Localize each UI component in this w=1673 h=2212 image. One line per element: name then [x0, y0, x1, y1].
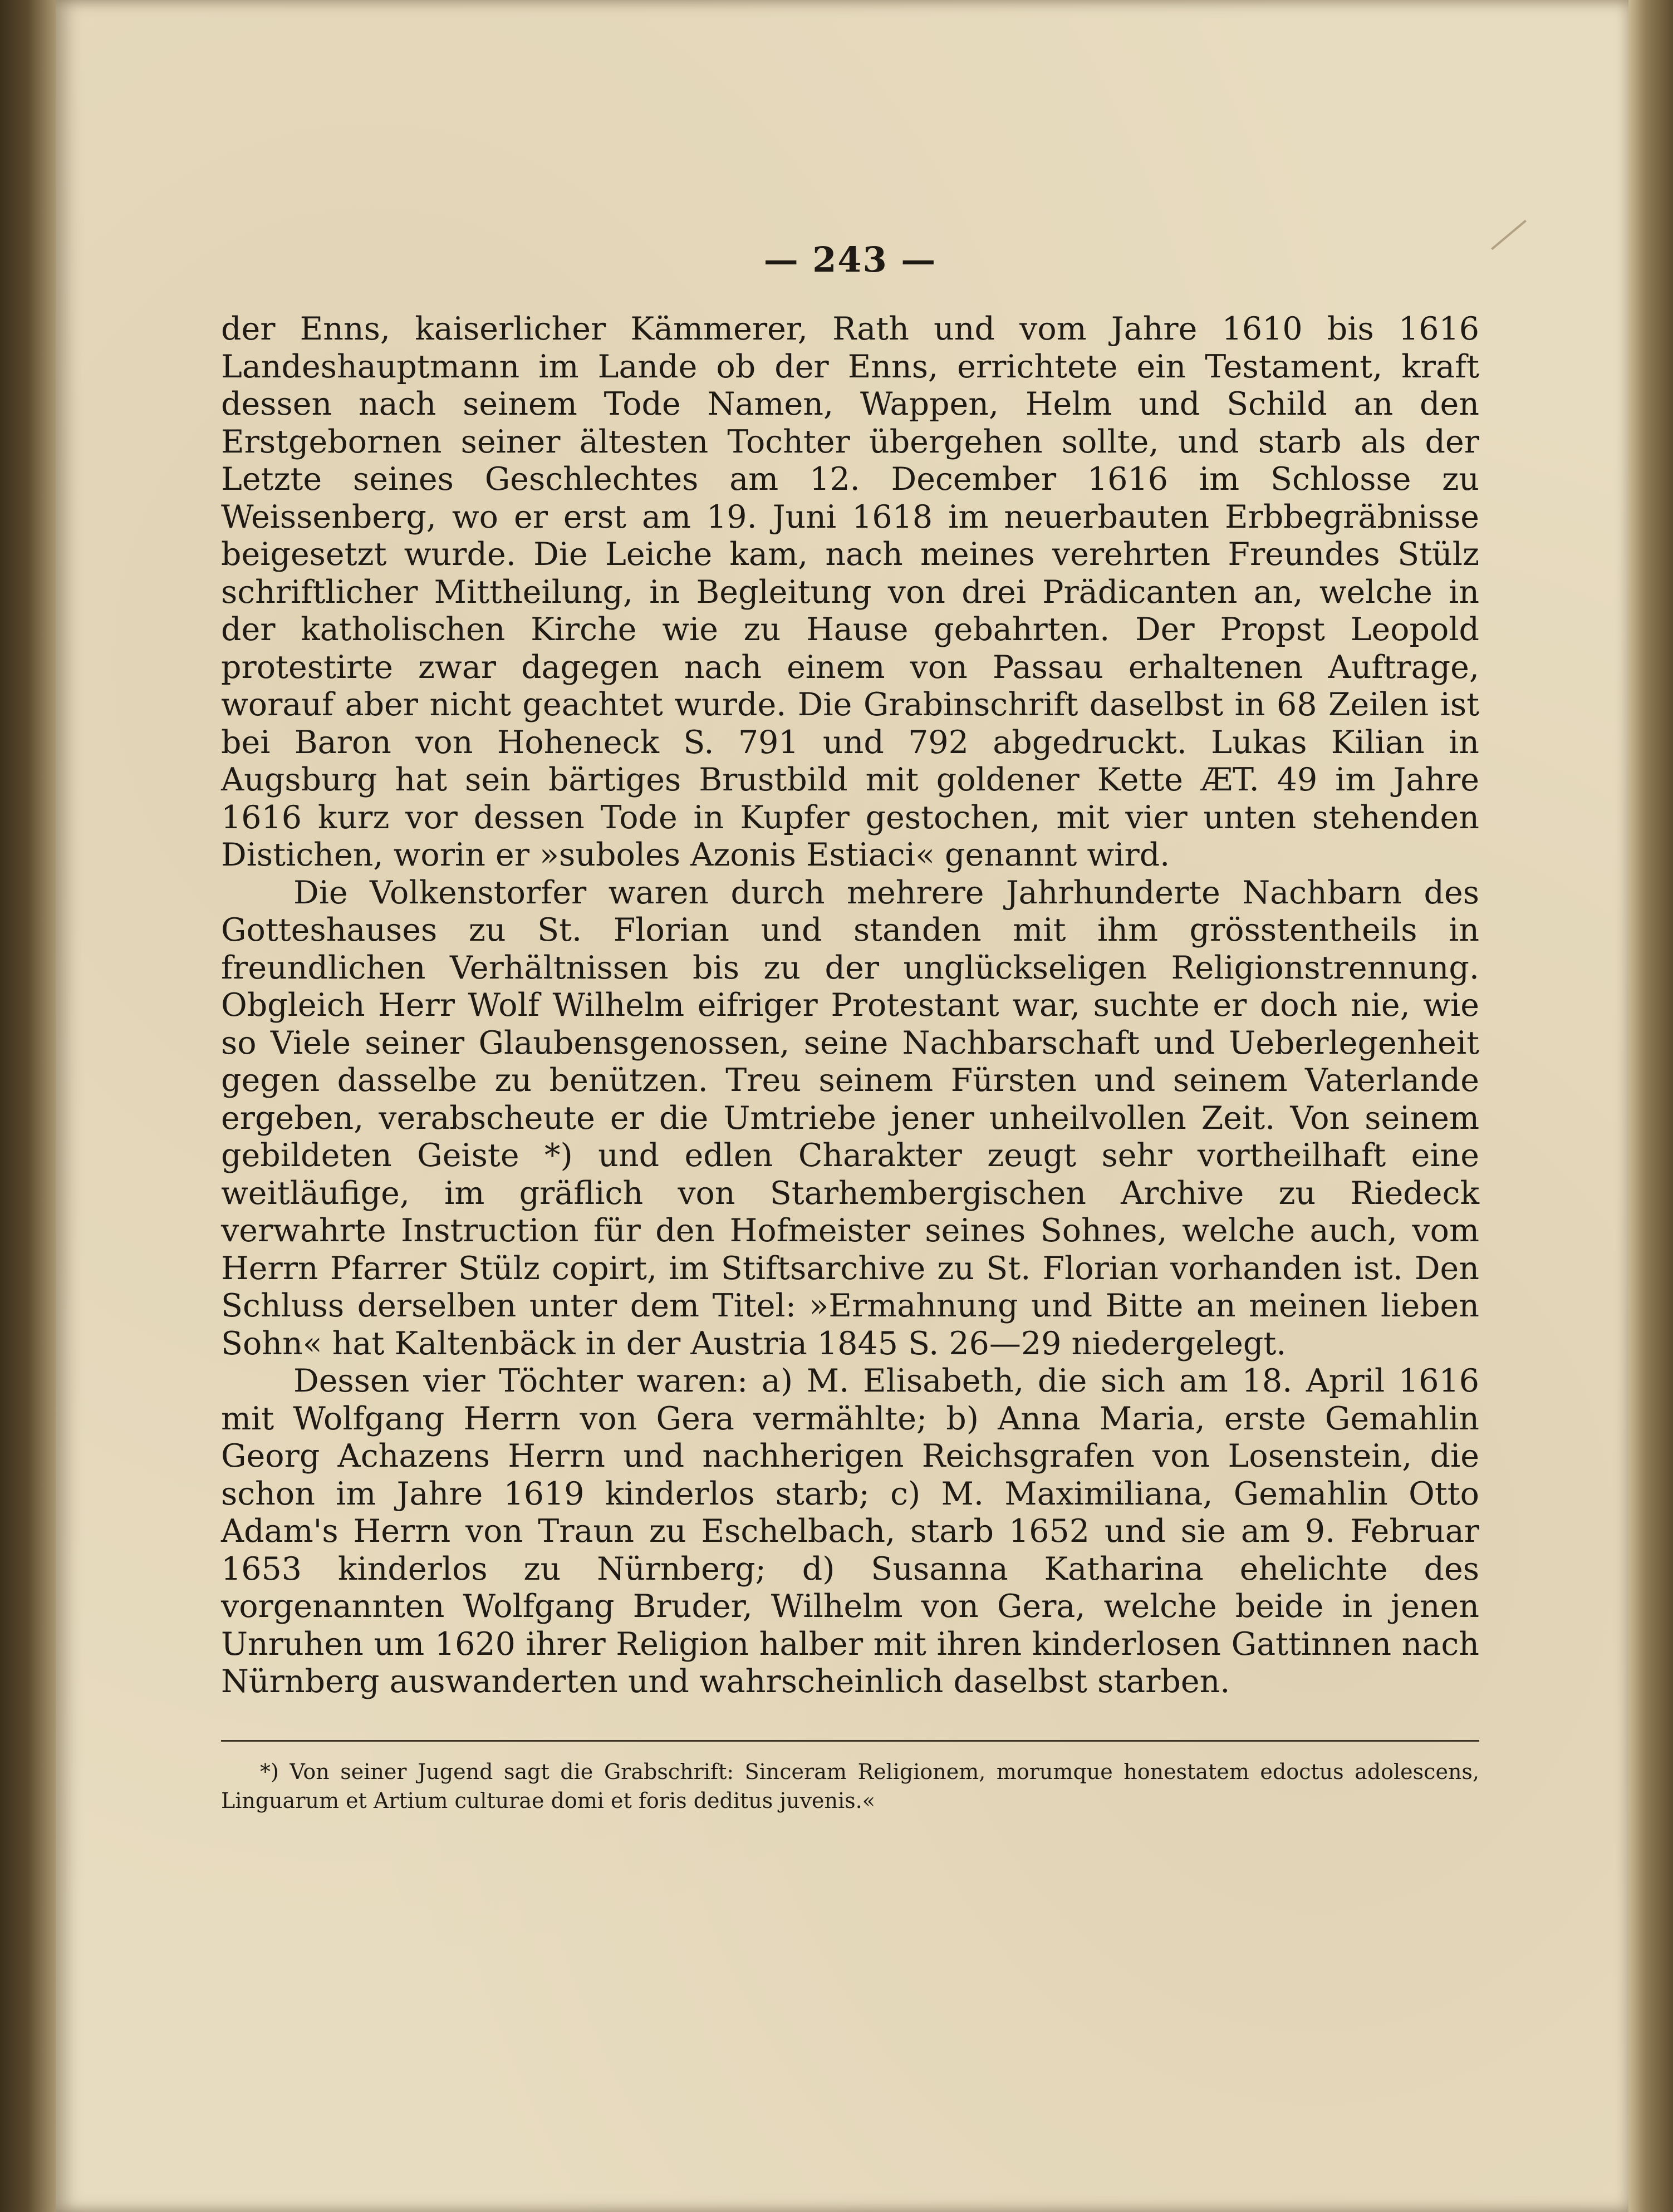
page-number: — 243 —: [763, 239, 937, 280]
text-block: [221, 239, 1479, 1815]
paragraph-3: Dessen vier Töchter waren: a) M. Elisabeth, die sich am 18. April 1616 mit Wolfgang Herrn von Gera vermählte; b) Anna Maria, erste Gemahlin Georg Achazens Herrn und nachherigen Reichsgrafen von Losenstein, die schon im Jahre 1619 kinderlos starb; c) M. Maximiliana, Gemahlin Otto Adam's Herrn von Traun zu Eschelbach, starb 1652 und sie am 9. Februar 1653 kinderlos zu Nürnberg; d) Susanna Katharina ehelichte des vorgenannten Wolfgang Bruder, Wilhelm von Gera, welche beide in jenen Unruhen um 1620 ihrer Religion halber mit ihren kinderlosen Gattinnen nach Nürnberg auswanderten und wahrscheinlich daselbst starben.: [221, 1363, 1479, 1700]
footnote: *) Von seiner Jugend sagt die Grabschrift: Sinceram Religionem, morumque honestatem edoctus adolescens, Linguarum et Artium culturae domi et foris deditus juvenis.«: [221, 1759, 1479, 1813]
pencil-mark: [1491, 220, 1527, 250]
footnote-divider: [221, 1740, 1479, 1742]
page-sheet: [56, 0, 1631, 2212]
page-edge: [1628, 0, 1673, 2212]
paragraph-1: der Enns, kaiserlicher Kämmerer, Rath und vom Jahre 1610 bis 1616 Landeshauptmann im Lande ob der Enns, errichtete ein Testament, kraft dessen nach seinem Tode Namen, Wappen, Helm und Schild an den Erstgebornen seiner ältesten Tochter übergehen sollte, und starb als der Letzte seines Geschlechtes am 12. December 1616 im Schlosse zu Weissenberg, wo er erst am 19. Juni 1618 im neuerbauten Erbbegräbnisse beigesetzt wurde. Die Leiche kam, nach meines verehrten Freundes Stülz schriftlicher Mittheilung, in Begleitung von drei Prädicanten an, welche in der katholischen Kirche wie zu Hause gebahrten. Der Propst Leopold protestirte zwar dagegen nach einem von Passau erhaltenen Auftrage, worauf aber nicht geachtet wurde. Die Grabinschrift daselbst in 68 Zeilen ist bei Baron von Hoheneck S. 791 und 792 abgedruckt. Lukas Kilian in Augsburg hat sein bärtiges Brustbild mit goldener Kette ÆT. 49 im Jahre 1616 kurz vor dessen Tode in Kupfer gestochen, mit vier unten stehenden Distichen, worin er »suboles Azonis Estiaci« genannt wird.: [221, 311, 1479, 873]
book-gutter: [0, 0, 61, 2212]
paragraph-2: Die Volkenstorfer waren durch mehrere Jahrhunderte Nachbarn des Gotteshauses zu St. Florian und standen mit ihm grösstentheils in freundlichen Verhältnissen bis zu der unglückseligen Religionstrennung. Obgleich Herr Wolf Wilhelm eifriger Protestant war, suchte er doch nie, wie so Viele seiner Glaubensgenossen, seine Nachbarschaft und Ueberlegenheit gegen dasselbe zu benützen. Treu seinem Fürsten und seinem Vaterlande ergeben, verabscheute er die Umtriebe jener unheilvollen Zeit. Von seinem gebildeten Geiste *) und edlen Charakter zeugt sehr vortheilhaft eine weitläufige, im gräflich von Starhembergischen Archive zu Riedeck verwahrte Instruction für den Hofmeister seines Sohnes, welche auch, vom Herrn Pfarrer Stülz copirt, im Stiftsarchive zu St. Florian vorhanden ist. Den Schluss derselben unter dem Titel: »Ermahnung und Bitte an meinen lieben Sohn« hat Kaltenbäck in der Austria 1845 S. 26—29 niedergelegt.: [221, 874, 1479, 1362]
